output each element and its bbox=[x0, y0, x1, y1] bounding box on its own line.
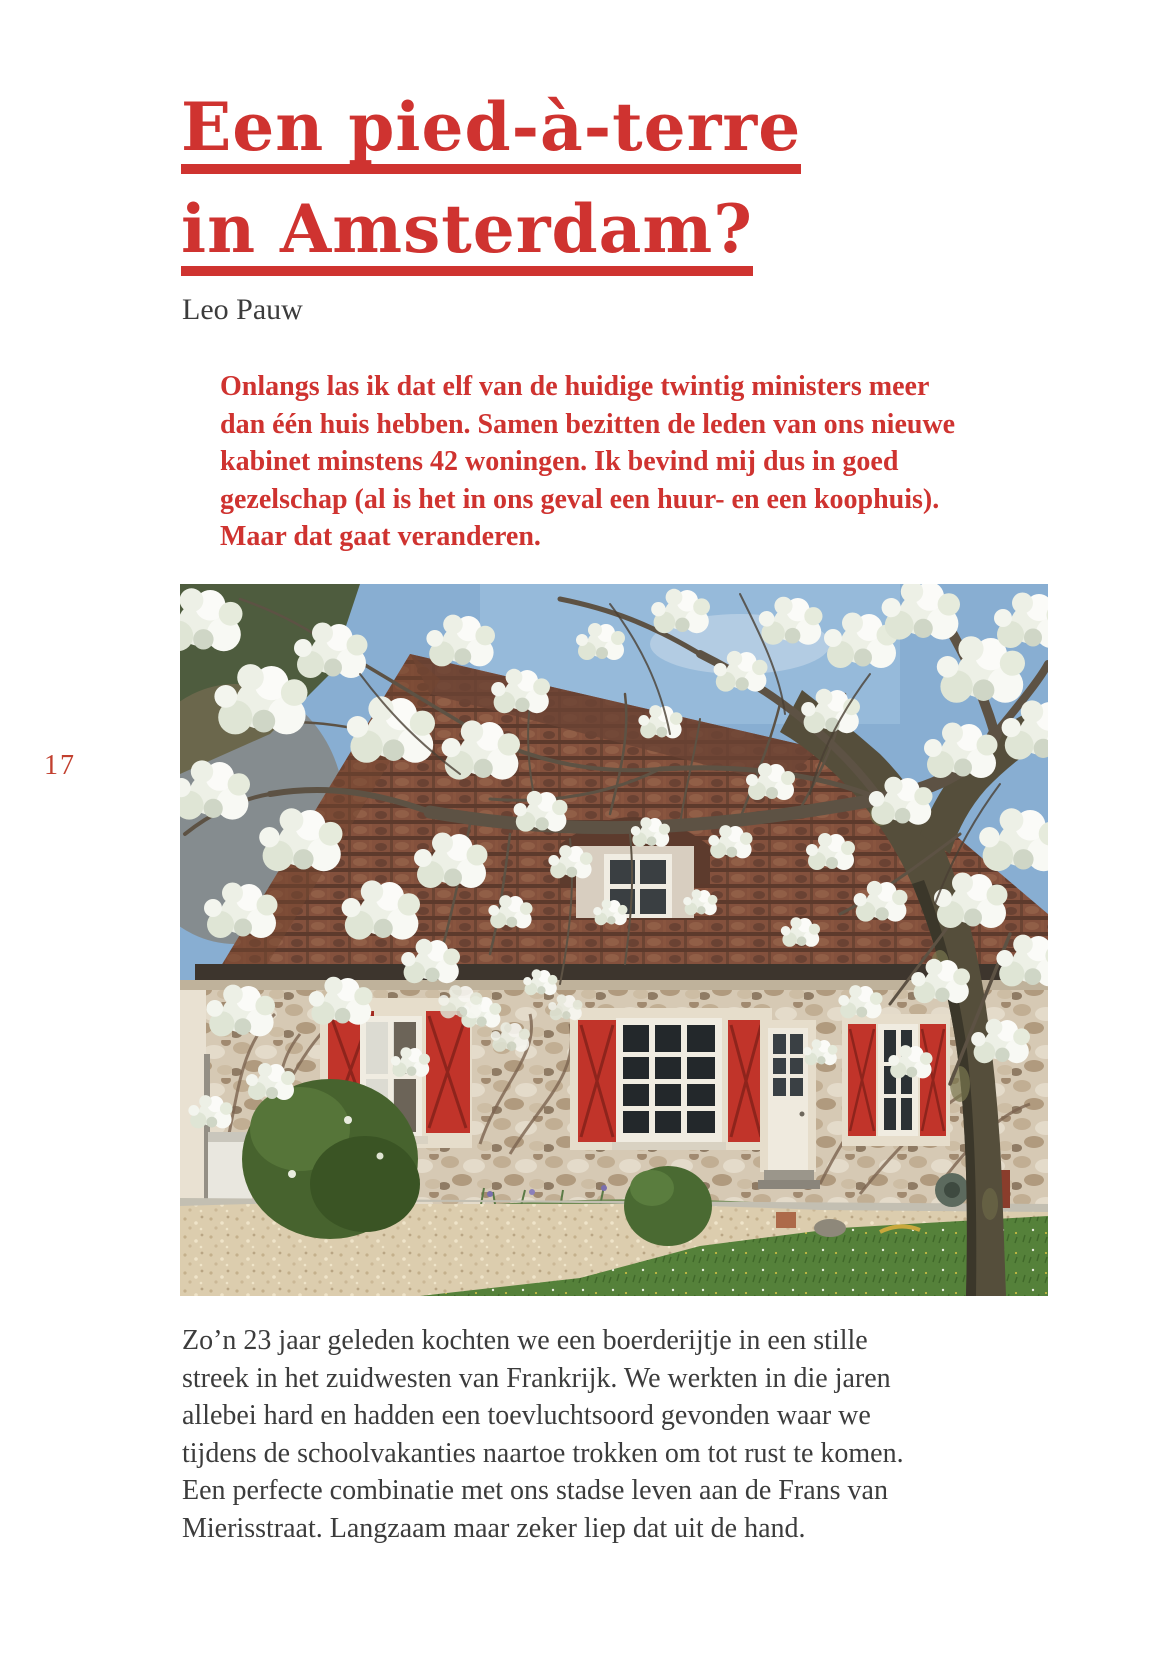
author-byline: Leo Pauw bbox=[182, 293, 303, 326]
page-number: 17 bbox=[44, 750, 76, 781]
body-line: Mierisstraat. Langzaam maar zeker liep dat uit de hand. bbox=[182, 1512, 806, 1544]
intro-line: gezelschap (al is het in ons geval een huur- en een koophuis). bbox=[220, 483, 940, 515]
intro-paragraph bbox=[220, 368, 955, 556]
body-line: Zo’n 23 jaar geleden kochten we een boerderijtje in een stille bbox=[182, 1325, 868, 1356]
title-line-2: in Amsterdam? bbox=[181, 198, 753, 276]
farmhouse-photo-illustration bbox=[180, 584, 1048, 1296]
center-window bbox=[570, 1008, 772, 1150]
corner-quoins bbox=[180, 980, 206, 1212]
title-line-1: Een pied-à-terre bbox=[181, 96, 801, 174]
article-photo bbox=[180, 584, 1048, 1296]
article-title bbox=[181, 88, 801, 292]
body-line: allebei hard en hadden een toevluchtsoord gevonden waar we bbox=[182, 1400, 871, 1431]
intro-line: Maar dat gaat veranderen. bbox=[220, 521, 541, 552]
front-door bbox=[758, 1020, 820, 1189]
intro-line: dan één huis hebben. Samen bezitten de leden van ons nieuwe bbox=[220, 408, 956, 440]
body-line: Een perfecte combinatie met ons stadse leven aan de Frans van bbox=[182, 1475, 888, 1506]
intro-line: Onlangs las ik dat elf van de huidige twintig ministers meer bbox=[220, 371, 930, 402]
body-line: streek in het zuidwesten van Frankrijk. We werkten in die jaren bbox=[182, 1362, 891, 1394]
body-paragraph bbox=[182, 1322, 904, 1547]
body-line: tijdens de schoolvakanties naartoe trokken om tot rust te komen. bbox=[182, 1437, 904, 1469]
intro-line: kabinet minstens 42 woningen. Ik bevind mij dus in goed bbox=[220, 446, 899, 477]
right-window bbox=[842, 1014, 950, 1146]
